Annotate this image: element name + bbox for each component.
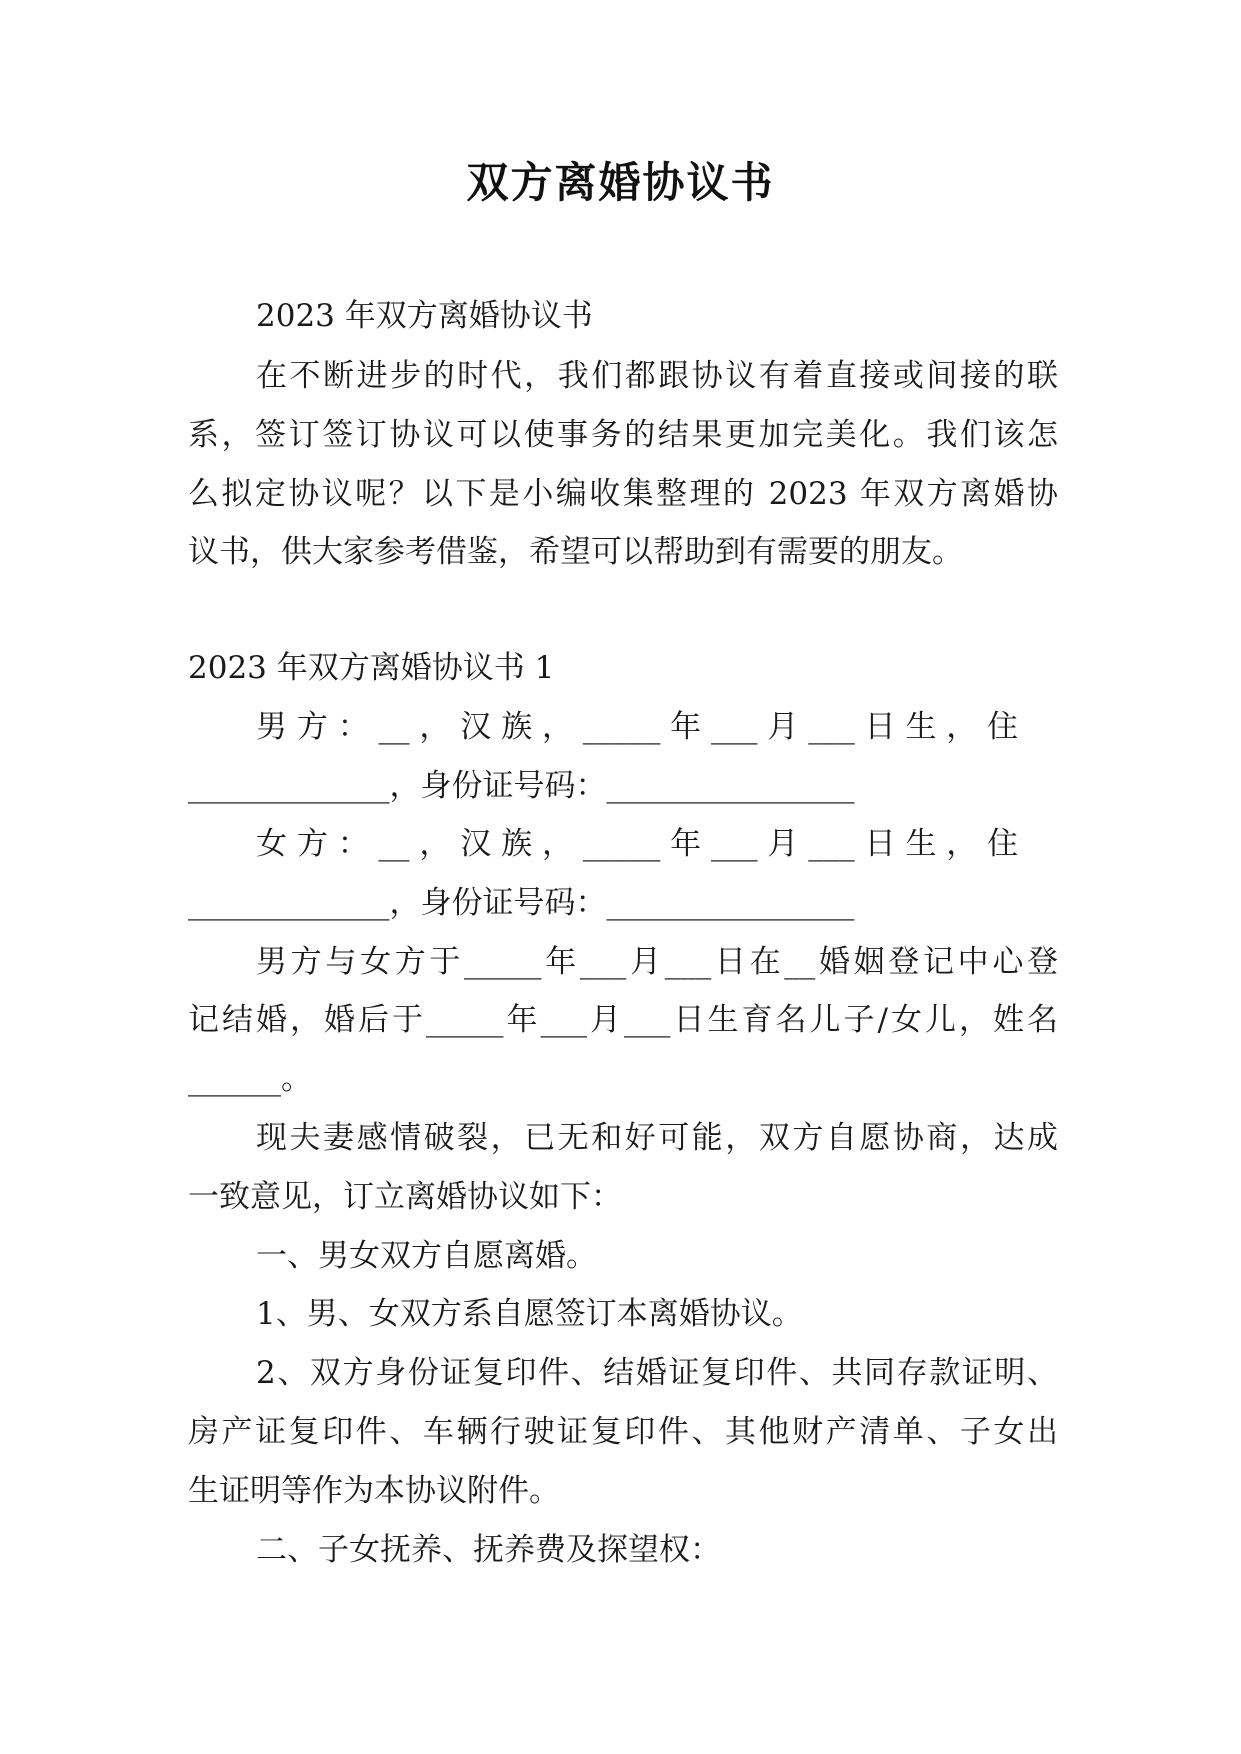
clause-item: 1、男、女双方系自愿签订本离婚协议。 bbox=[256, 1296, 803, 1332]
female-party-line: 女 方 ： __ ， 汉 族 ， _____ 年 ___ 月 ___ 日 生 ， 住 bbox=[256, 826, 1019, 862]
male-party-line: 男 方 ： __ ， 汉 族 ， _____ 年 ___ 月 ___ 日 生 ， 住 bbox=[256, 709, 1019, 745]
intro-line: 在不断进步的时代，我们都跟协议有着直接或间接的联 bbox=[256, 358, 1058, 394]
document-title: 双方离婚协议书 bbox=[466, 158, 775, 207]
clause-heading: 二、子女抚养、抚养费及探望权： bbox=[256, 1532, 721, 1568]
clause-item: 2、双方身份证复印件、结婚证复印件、共同存款证明、 bbox=[256, 1355, 1058, 1391]
section-heading: 2023 年双方离婚协议书 1 bbox=[188, 650, 555, 686]
male-party-id-line: _____________，身份证号码：________________ bbox=[188, 768, 855, 804]
female-party-id-line: _____________，身份证号码：________________ bbox=[188, 885, 855, 921]
subtitle: 2023 年双方离婚协议书 bbox=[256, 298, 593, 334]
marriage-line: 男方与女方于_____年___月___日在__婚姻登记中心登 bbox=[256, 944, 1058, 980]
marriage-line: ______。 bbox=[188, 1061, 312, 1097]
clause-item: 房产证复印件、车辆行驶证复印件、其他财产清单、子女出 bbox=[188, 1414, 1058, 1450]
breakdown-line: 一致意见，订立离婚协议如下： bbox=[188, 1179, 622, 1215]
marriage-line: 记结婚，婚后于_____年___月___日生育名儿子/女儿，姓名 bbox=[188, 1002, 1058, 1038]
clause-item: 生证明等作为本协议附件。 bbox=[188, 1473, 560, 1509]
intro-line: 系，签订签订协议可以使事务的结果更加完美化。我们该怎 bbox=[188, 417, 1058, 453]
intro-line: 么拟定协议呢？以下是小编收集整理的 2023 年双方离婚协 bbox=[188, 476, 1058, 512]
intro-line: 议书，供大家参考借鉴，希望可以帮助到有需要的朋友。 bbox=[188, 534, 963, 570]
clause-heading: 一、男女双方自愿离婚。 bbox=[256, 1238, 597, 1274]
breakdown-line: 现夫妻感情破裂，已无和好可能，双方自愿协商，达成 bbox=[256, 1120, 1058, 1156]
